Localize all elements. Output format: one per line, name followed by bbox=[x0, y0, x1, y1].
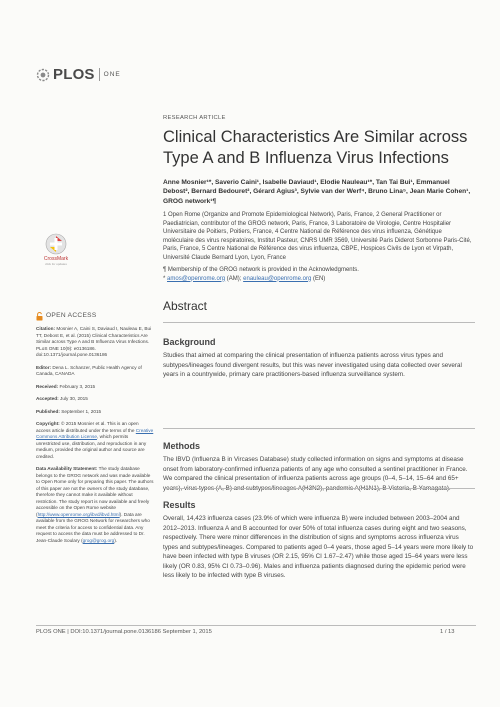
crossmark-icon bbox=[45, 233, 67, 255]
section-text: Overall, 14,423 influenza cases (23.9% of which were influenza B) were included between 2003–2004 and 2012–2013. Influenza A and B accounted for over 50% of total influenza cases during eight and two seasons, respectively. There were minor differences in the distribution of signs and symptoms across influenza virus types and subtypes/lineages. Compared to patients aged 0–4 years, those aged 5–14 years were more likely to have been infected with type B viruses (OR 2.15, 95% CI 1.67–2.47) while those aged 15–64 years were less likely (OR 0.83, 95% CI 0.73–0.96). Males and influenza patients diagnosed during the epidemic period were less likely to be infected with type B viruses. bbox=[163, 515, 474, 579]
copyright-text: © 2015 Mosnier et al. This is an open access article distributed under the terms of the bbox=[36, 421, 139, 433]
footer-citation: PLOS ONE | DOI:10.1371/journal.pone.0136186 September 1, 2015 bbox=[36, 629, 212, 635]
received-block bbox=[36, 384, 154, 391]
editor-block bbox=[36, 365, 154, 378]
membership-note: ¶ Membership of the GROG network is provided in the Acknowledgments. bbox=[163, 267, 359, 273]
published-block bbox=[36, 409, 154, 416]
abstract-heading: Abstract bbox=[163, 299, 208, 313]
section-heading: Results bbox=[163, 500, 196, 510]
editor-label: Editor: bbox=[36, 364, 52, 370]
article-title: Clinical Characteristics Are Similar across Type A and B Influenza Virus Infections bbox=[163, 128, 468, 167]
abstract-section-results bbox=[163, 500, 475, 581]
contact-email-link[interactable]: amos@openrome.org bbox=[167, 275, 226, 282]
accepted-block bbox=[36, 396, 154, 403]
section-divider bbox=[163, 488, 475, 489]
data-url-link[interactable]: http://www.openrome.org/ibvd/ibvd.html bbox=[37, 511, 120, 517]
contact-suffix: (EN) bbox=[311, 275, 326, 282]
article-type: RESEARCH ARTICLE bbox=[163, 115, 226, 121]
published-label: Published: bbox=[36, 408, 60, 414]
data-availability-text-end: ). bbox=[114, 537, 118, 543]
copyright-block bbox=[36, 421, 154, 460]
membership-block bbox=[163, 266, 473, 283]
data-availability-text: The study database belongs to the GROG network and was made available to Open Rome only for preparing this paper. The authors of this paper are not the owners of the study database, therefore they cannot make it available without restriction. The study report is now available and freely accessible on the Open Rome website ( bbox=[36, 466, 154, 517]
plos-logo-icon bbox=[36, 68, 50, 82]
copyright-label: Copyright: bbox=[36, 421, 60, 426]
published-date: September 1, 2015 bbox=[61, 408, 102, 414]
plos-brand: PLOS bbox=[53, 66, 95, 83]
received-label: Received: bbox=[36, 383, 59, 389]
contact-email-link[interactable]: enauleau@openrome.org bbox=[243, 275, 312, 282]
abstract-section-methods bbox=[163, 441, 475, 493]
journal-name: ONE bbox=[103, 71, 121, 78]
section-text: The IBVD (Influenza B in Vircases Database) study collected information on signs and symptoms at disease onset from laboratory-confirmed influenza patients of any age who consulted a sentinel practitioner in France. We compared the clinical presentation of influenza patients across age groups (0–4, 5–14, 15–64 and 65+ bbox=[163, 456, 468, 482]
section-text: Studies that aimed at comparing the clinical presentation of influenza patients across virus types and subtypes/lineages found divergent results, but this was never investigated using data collected over several years in a countrywide, primary care practitioners-based influenza surveillance system. bbox=[163, 352, 462, 378]
affiliations: 1 Open Rome (Organize and Promote Epidemiological Network), Paris, France, 2 General Practitioner or Paediatrician, contributor of the GROG network, Paris, France, 3 Laboratoire de Virologie, Centre Hospitalier Universitaire de Poitiers, Poitiers, France, 4 Centre National de Référence des virus influenza, Génétique moléculaire des virus respiratoires, Institut Pasteur, CNRS UMR 3569, Université Paris Diderot Sorbonne Paris-Cité, Paris, France, 5 Centre National de Référence des virus influenza, CBPE, Hospices Civils de Lyon et Virpath, Université Claude Bernard Lyon, Lyon, France bbox=[163, 212, 472, 261]
author-list: Anne Mosnier¹*, Saverio Caini¹, Isabelle Daviaud¹, Elodie Nauleau¹*, Tan Tai Bui¹, Emmanuel Debost², Bernard Bedouret², Gérard Agius³, Sylvie van der Werf⁴, Bruno Lina⁵, Jean Marie Cohen¹, GROG network¹¶ bbox=[163, 179, 471, 205]
open-access-label: OPEN ACCESS bbox=[46, 312, 97, 320]
logo-divider bbox=[99, 68, 100, 81]
article-sidebar bbox=[36, 312, 154, 550]
data-availability-text-mid: ). Data are available from the GROG Network for researchers who meet the criteria for access to confidential data. Any request to access the data must be addressed to Dr. Jean-Claude Soulary ( bbox=[36, 511, 150, 543]
page-number: 1 / 13 bbox=[440, 629, 455, 635]
open-access-badge bbox=[36, 312, 154, 321]
open-lock-icon bbox=[36, 312, 43, 321]
copyright-text-end: , which permits unrestricted use, distribution, and reproduction in any medium, provided the original author and source are credited. bbox=[36, 434, 147, 459]
abstract-section-background bbox=[163, 337, 475, 380]
abstract-divider bbox=[163, 322, 475, 323]
license-link[interactable]: Creative Commons Attribution License bbox=[36, 427, 154, 439]
data-email-link[interactable]: grog@grog.org bbox=[82, 537, 115, 543]
crossmark-label: CrossMark bbox=[43, 256, 69, 262]
crossmark-badge[interactable] bbox=[36, 233, 76, 266]
contact-middle: (AM); bbox=[225, 275, 244, 282]
contact-line bbox=[163, 275, 473, 284]
crossmark-sublabel: click for updates bbox=[45, 262, 67, 266]
section-divider bbox=[163, 428, 475, 429]
section-heading: Methods bbox=[163, 441, 200, 451]
citation-label: Citation: bbox=[36, 326, 56, 331]
plos-logo[interactable] bbox=[36, 66, 121, 83]
citation-block bbox=[36, 326, 154, 359]
editor-text: Dena L. Schanzer, Public Health Agency of Canada, CANADA bbox=[36, 364, 142, 376]
accepted-date: July 30, 2015 bbox=[59, 396, 88, 401]
contact-prefix: * bbox=[163, 275, 168, 282]
received-date: February 3, 2015 bbox=[59, 383, 96, 389]
section-heading: Background bbox=[163, 337, 216, 347]
data-availability-label: Data Availability Statement: bbox=[36, 466, 98, 471]
accepted-label: Accepted: bbox=[36, 396, 59, 401]
citation-text: Mosnier A, Caini S, Daviaud I, Nauleau E, Bui TT, Debost E, et al. (2015) Clinical Characteristics Are Similar across Type A and B Influenza Virus Infections. PLoS ONE 10(9): e0136186. doi:10.1371/journal.pone.0136186 bbox=[36, 326, 152, 357]
footer-divider bbox=[36, 625, 476, 626]
data-availability-block bbox=[36, 466, 154, 544]
